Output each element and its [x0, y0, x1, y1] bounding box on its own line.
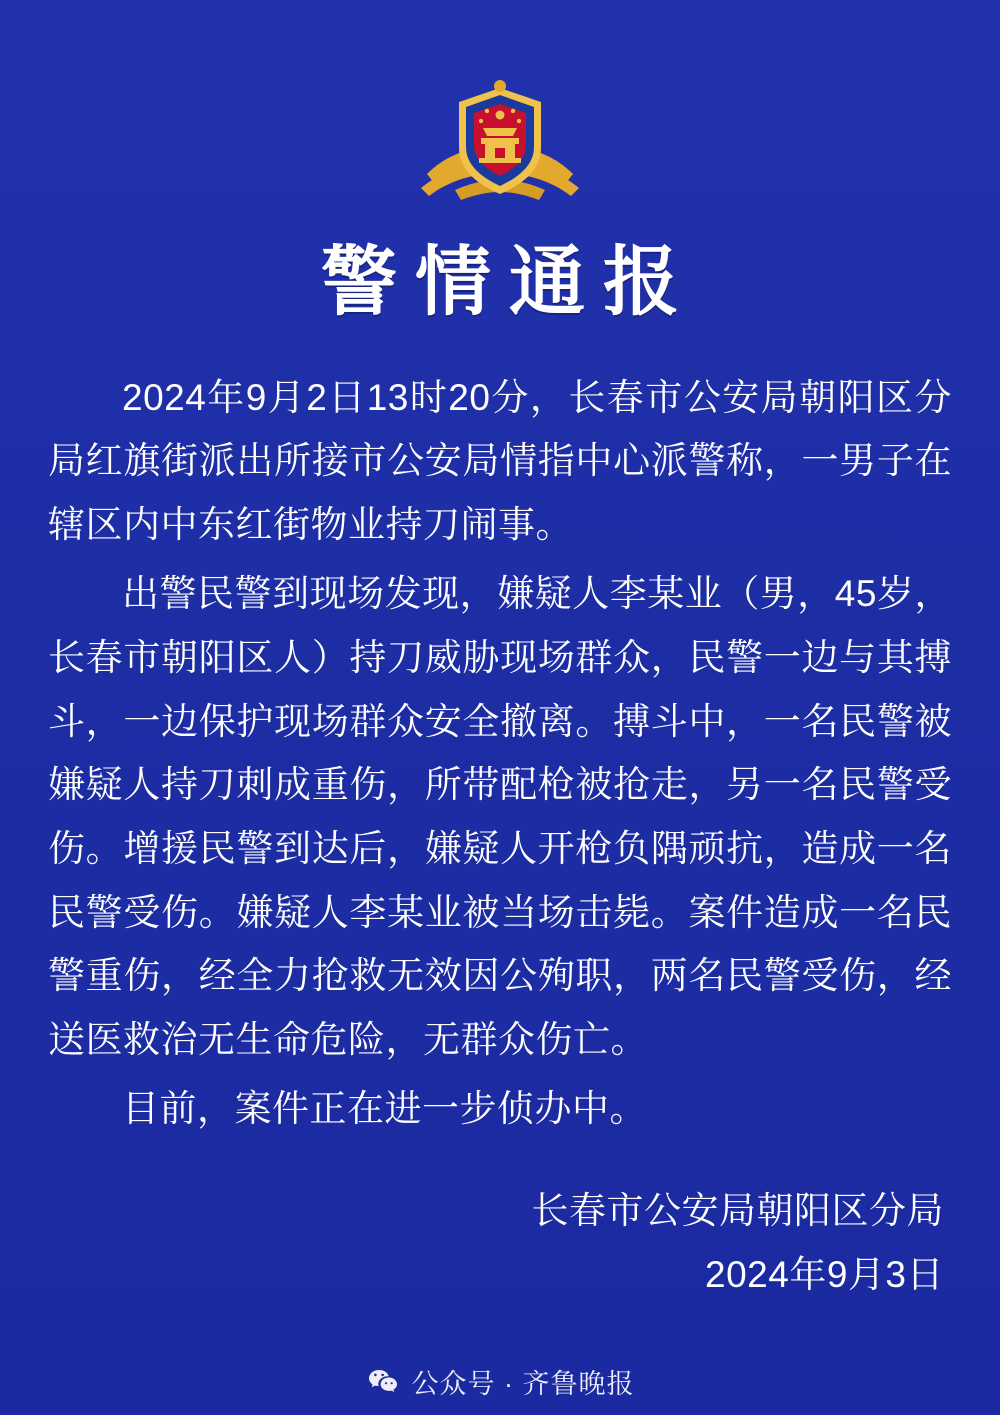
paragraph-1: 2024年9月2日13时20分，长春市公安局朝阳区分局红旗街派出所接市公安局情指中心派警称，一男子在辖区内中东红街物业持刀闹事。	[48, 376, 952, 545]
page-title: 警情通报	[321, 237, 697, 326]
notice-body	[48, 366, 952, 1142]
emblem-container	[0, 0, 1000, 218]
signature-date: 2024年9月3日	[705, 1254, 944, 1296]
paragraph-2: 出警民警到现场发现，嫌疑人李某业（男，45岁，长春市朝阳区人）持刀威胁现场群众，民警一边与其搏斗，一边保护现场群众安全撤离。搏斗中，一名民警被嫌疑人持刀刺成重伤，所带配枪被抢走，另一名民警受伤。增援民警到达后，嫌疑人开枪负隅顽抗，造成一名民警受伤。嫌疑人李某业被当场击毙。案件造成一名民警重伤，经全力抢救无效因公殉职，两名民警受伤，经送医救治无生命危险，无群众伤亡。	[48, 573, 952, 1060]
paragraph-3: 目前，案件正在进一步侦办中。	[122, 1088, 647, 1130]
footer-label: 公众号 · 齐鲁晚报	[411, 1369, 635, 1399]
china-police-emblem-icon	[415, 78, 585, 218]
wechat-icon	[366, 1365, 400, 1399]
signature-block	[0, 1181, 944, 1305]
footer-watermark	[0, 1362, 1000, 1401]
signature-issuer: 长春市公安局朝阳区分局	[531, 1190, 944, 1232]
